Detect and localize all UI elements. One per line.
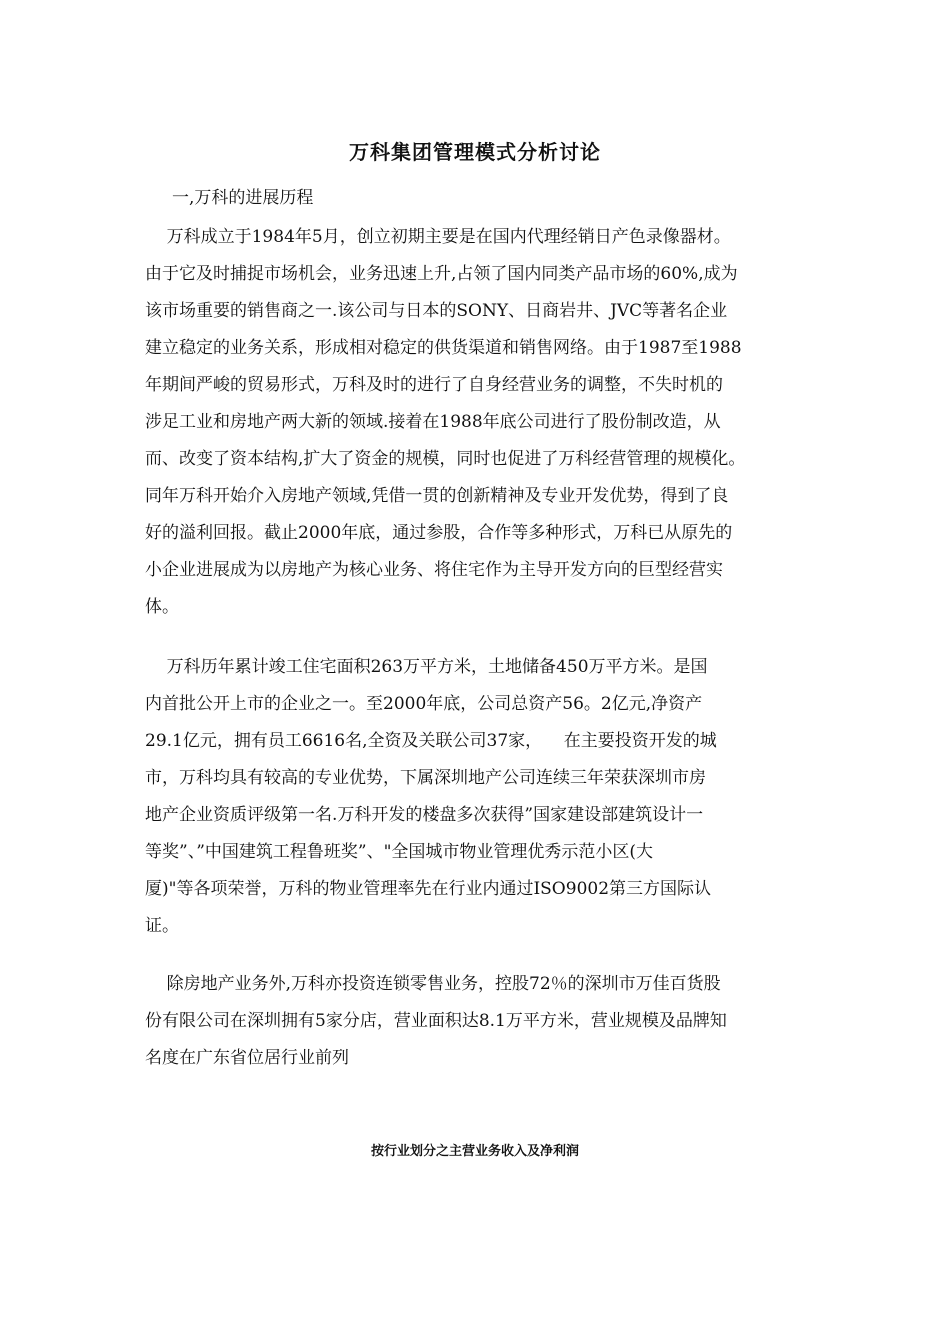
- section-heading: 一,万科的进展历程: [172, 188, 314, 208]
- text-line: 地产企业资质评级第一名.万科开发的楼盘多次获得”国家建设部建筑设计一: [145, 805, 704, 825]
- text-line: 而、改变了资本结构,扩大了资金的规模，同时也促进了万科经营管理的规模化。: [145, 449, 746, 469]
- text-line: 同年万科开始介入房地产领域,凭借一贯的创新精神及专业开发优势，得到了良: [145, 486, 729, 506]
- paragraph-achievements: [145, 649, 825, 945]
- paragraph-history: [145, 219, 825, 626]
- table-caption: 按行业划分之主营业务收入及净利润: [370, 1144, 579, 1159]
- text-line: 万科历年累计竣工住宅面积263万平方米，土地储备450万平方米。是国: [145, 657, 708, 677]
- text-line: 厦)"等各项荣誉，万科的物业管理率先在行业内通过ISO9002第三方国际认: [145, 879, 712, 899]
- text-line: 市，万科均具有较高的专业优势，下属深圳地产公司连续三年荣获深圳市房: [145, 768, 706, 788]
- text-line: 等奖”、”中国建筑工程鲁班奖”、"全国城市物业管理优秀示范小区(大: [145, 842, 654, 862]
- text-line: 体。: [145, 597, 179, 617]
- text-line: 建立稳定的业务关系，形成相对稳定的供货渠道和销售网络。由于1987至1988: [145, 338, 742, 358]
- text-line: 由于它及时捕捉市场机会，业务迅速上升,占领了国内同类产品市场的60%,成为: [145, 264, 738, 284]
- text-line: 内首批公开上市的企业之一。至2000年底，公司总资产56。2亿元,净资产: [145, 694, 703, 714]
- text-line: 证。: [145, 916, 179, 936]
- paragraph-retail: [145, 966, 825, 1077]
- text-line: 该市场重要的销售商之一.该公司与日本的SONY、日商岩井、JVC等著名企业: [145, 301, 728, 321]
- text-line: 名度在广东省位居行业前列: [145, 1048, 349, 1068]
- text-line: 年期间严峻的贸易形式，万科及时的进行了自身经营业务的调整，不失时机的: [145, 375, 723, 395]
- text-line: 涉足工业和房地产两大新的领域.接着在1988年底公司进行了股份制改造，从: [145, 412, 721, 432]
- text-line: 万科成立于1984年5月，创立初期主要是在国内代理经销日产色录像器材。: [145, 227, 731, 247]
- text-line: 除房地产业务外,万科亦投资连锁零售业务，控股72％的深圳市万佳百货股: [145, 974, 721, 994]
- text-line: 29.1亿元，拥有员工6616名,全资及关联公司37家， 在主要投资开发的城: [145, 731, 717, 751]
- text-line: 份有限公司在深圳拥有5家分店，营业面积达8.1万平方米，营业规模及品牌知: [145, 1011, 727, 1031]
- text-line: 好的溢利回报。截止2000年底，通过参股，合作等多种形式，万科已从原先的: [145, 523, 733, 543]
- text-line: 小企业进展成为以房地产为核心业务、将住宅作为主导开发方向的巨型经营实: [145, 560, 723, 580]
- page-title: 万科集团管理模式分析讨论: [349, 140, 601, 164]
